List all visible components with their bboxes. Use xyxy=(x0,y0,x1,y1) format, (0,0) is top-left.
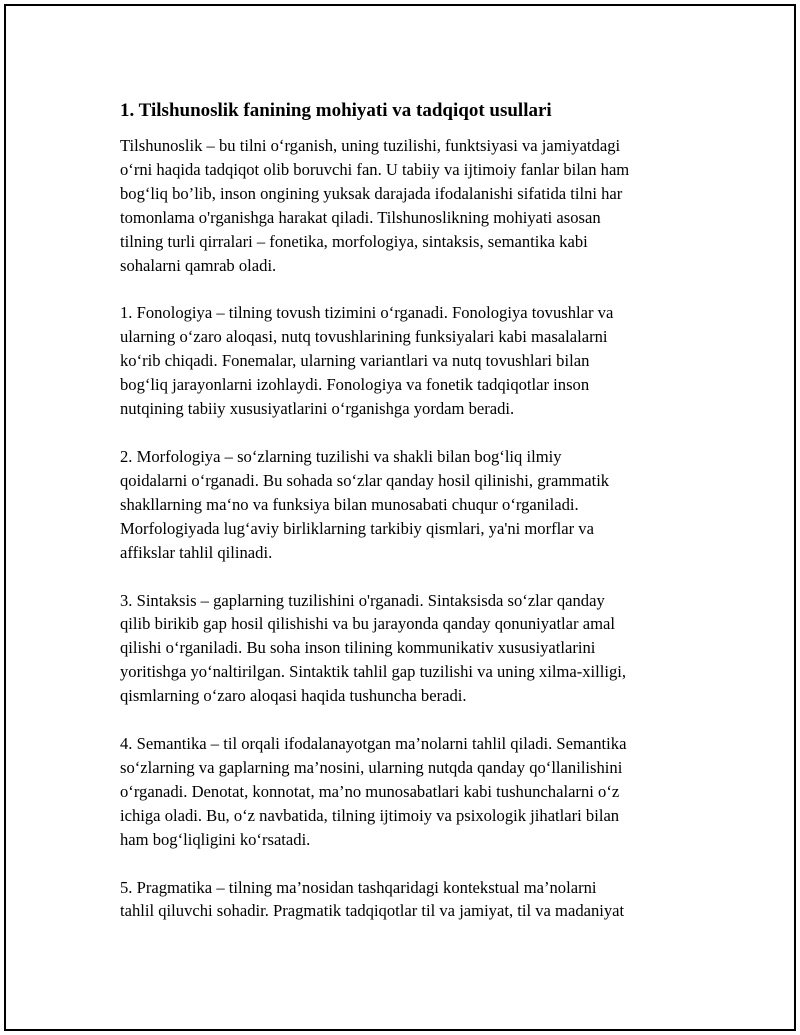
text-line: 4. Semantika – til orqali ifodalanayotgan ma’nolarni tahlil qiladi. Semantika xyxy=(120,734,627,754)
text-line: ham bog‘liqligini ko‘rsatadi. xyxy=(120,829,311,849)
semantika-paragraph xyxy=(120,732,700,852)
text-line: o‘rni haqida tadqiqot olib boruvchi fan. U tabiiy va ijtimoiy fanlar bilan ham xyxy=(120,159,630,179)
text-line: so‘zlarning va gaplarning ma’nosini, ularning nutqda qanday qo‘llanilishini xyxy=(120,757,623,777)
fonologiya-paragraph xyxy=(120,301,700,421)
text-line: 3. Sintaksis – gaplarning tuzilishini o'rganadi. Sintaksisda so‘zlar qanday xyxy=(120,590,605,610)
text-line: 5. Pragmatika – tilning ma’nosidan tashqaridagi kontekstual ma’nolarni xyxy=(120,877,597,897)
text-line: ko‘rib chiqadi. Fonemalar, ularning variantlari va nutq tovushlari bilan xyxy=(120,351,590,371)
text-line: qilib birikib gap hosil qilishishi va bu jarayonda qanday qonuniyatlar amal xyxy=(120,614,615,634)
text-line: Morfologiyada lug‘aviy birliklarning tarkibiy qismlari, ya'ni morflar va xyxy=(120,518,594,538)
text-line: sohalarni qamrab oladi. xyxy=(120,255,277,275)
text-line: bog‘liq jarayonlarni izohlaydi. Fonologiya va fonetik tadqiqotlar inson xyxy=(120,375,590,395)
text-line: nutqining tabiiy xususiyatlarini o‘rganishga yordam beradi. xyxy=(120,399,515,419)
sintaksis-paragraph xyxy=(120,589,700,709)
text-line: tomonlama o'rganishga harakat qiladi. Tilshunoslikning mohiyati asosan xyxy=(120,207,601,227)
morfologiya-paragraph xyxy=(120,445,700,565)
intro-paragraph xyxy=(120,134,700,277)
section-heading: 1. Tilshunoslik fanining mohiyati va tadqiqot usullari xyxy=(120,100,552,121)
text-line: qismlarning o‘zaro aloqasi haqida tushuncha beradi. xyxy=(120,686,467,706)
text-line: tilning turli qirralari – fonetika, morfologiya, sintaksis, semantika kabi xyxy=(120,231,588,251)
page-frame xyxy=(4,4,796,1031)
text-line: qilishi o‘rganiladi. Bu soha inson tilining kommunikativ xususiyatlarini xyxy=(120,638,596,658)
text-line: shakllarning ma‘no va funksiya bilan munosabati chuqur o‘rganiladi. xyxy=(120,494,579,514)
text-line: 1. Fonologiya – tilning tovush tizimini o‘rganadi. Fonologiya tovushlar va xyxy=(120,303,614,323)
text-line: affikslar tahlil qilinadi. xyxy=(120,542,273,562)
text-line: ularning o‘zaro aloqasi, nutq tovushlarining funksiyalari kabi masalalarni xyxy=(120,327,608,347)
text-line: bog‘liq bo’lib, inson ongining yuksak darajada ifodalanishi sifatida tilni har xyxy=(120,183,623,203)
text-line: 2. Morfologiya – so‘zlarning tuzilishi va shakli bilan bog‘liq ilmiy xyxy=(120,446,562,466)
document-body xyxy=(120,98,700,947)
text-line: tahlil qiluvchi sohadir. Pragmatik tadqiqotlar til va jamiyat, til va madaniyat xyxy=(120,901,625,921)
pragmatika-paragraph xyxy=(120,876,700,924)
text-line: o‘rganadi. Denotat, konnotat, ma’no munosabatlari kabi tushunchalarni o‘z xyxy=(120,781,620,801)
text-line: ichiga oladi. Bu, o‘z navbatida, tilning ijtimoiy va psixologik jihatlari bilan xyxy=(120,805,620,825)
text-line: Tilshunoslik – bu tilni o‘rganish, uning tuzilishi, funktsiyasi va jamiyatdagi xyxy=(120,136,621,155)
text-line: yoritishga yo‘naltirilgan. Sintaktik tahlil gap tuzilishi va uning xilma-xilligi, xyxy=(120,662,627,682)
text-line: qoidalarni o‘rganadi. Bu sohada so‘zlar qanday hosil qilinishi, grammatik xyxy=(120,470,610,490)
